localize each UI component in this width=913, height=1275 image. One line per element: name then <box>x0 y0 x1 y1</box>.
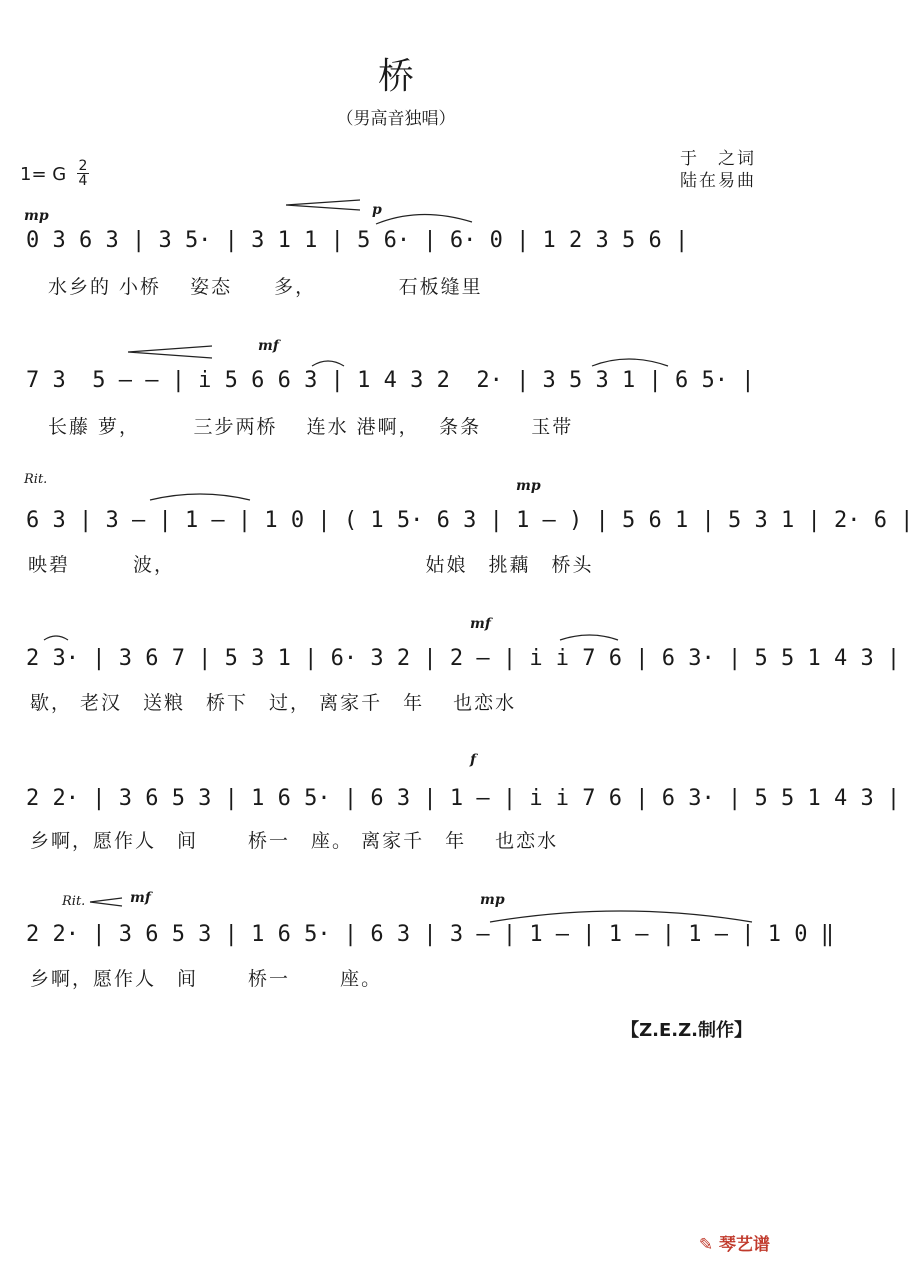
notation-row-2: 7 3 5 — — | i 5 6 6 3 | 1 4 3 2 2· | 3 5 3 1 | 6 5· | <box>26 368 755 393</box>
logo-icon: ✎ <box>698 1235 714 1255</box>
logo-text: 琴艺谱 <box>719 1235 770 1255</box>
slur <box>44 636 68 640</box>
slur <box>150 494 250 500</box>
composer-credit: 陆在易曲 <box>680 171 756 191</box>
notation-row-3: 6 3 | 3 — | 1 — | 1 0 | ( 1 5· 6 3 | 1 — ) | 5 6 1 | 5 3 1 | 2· 6 | <box>26 508 913 533</box>
song-title: 桥 <box>377 56 414 97</box>
crescendo-hairpin <box>128 346 212 358</box>
dynamic-mark: mp <box>480 892 505 908</box>
song-subtitle: （男高音独唱） <box>336 109 456 129</box>
lyrics-row-5: 乡啊，愿作人 间 桥一 座。 离家千 年 也恋水 <box>30 830 559 852</box>
ritardando-mark: Rit. <box>24 472 48 487</box>
lyrics-row-2: 长藤 萝， 三步两桥 连水 港啊， 条条 玉带 <box>48 416 574 438</box>
dynamic-mark: mf <box>258 338 279 354</box>
slur <box>312 361 344 366</box>
key-signature: 1= G <box>20 164 67 185</box>
dynamic-mark: p <box>372 202 382 218</box>
notation-row-6: 2 2· | 3 6 5 3 | 1 6 5· | 6 3 | 3 — | 1 — | 1 — | 1 — | 1 0 ‖ <box>26 922 834 947</box>
lyrics-row-3: 映碧 波， 姑娘 挑藕 桥头 <box>28 554 594 576</box>
dynamic-mark: mp <box>24 208 49 224</box>
slur <box>592 359 668 366</box>
slur <box>560 635 618 640</box>
notation-row-5: 2 2· | 3 6 5 3 | 1 6 5· | 6 3 | 1 — | i i 7 6 | 6 3· | 5 5 1 4 3 | <box>26 786 901 811</box>
site-logo <box>699 1230 770 1255</box>
dynamic-mark: mf <box>470 616 491 632</box>
lyricist-credit: 于 之词 <box>680 149 756 169</box>
watermark: 【Z.E.Z.制作】 <box>621 1020 752 1041</box>
time-signature-numerator: 2 <box>78 158 88 174</box>
dynamic-mark: f <box>470 752 477 768</box>
time-signature-denominator: 4 <box>78 173 88 189</box>
lyrics-row-4: 歇， 老汉 送粮 桥下 过， 离家千 年 也恋水 <box>30 692 517 714</box>
dynamic-mark: mp <box>516 478 541 494</box>
lyrics-row-1: 水乡的 小桥 姿态 多， 石板缝里 <box>48 276 483 298</box>
slur <box>376 214 472 224</box>
notation-row-4: 2 3· | 3 6 7 | 5 3 1 | 6· 3 2 | 2 — | i i 7 6 | 6 3· | 5 5 1 4 3 | <box>26 646 901 671</box>
ritardando-mark: Rit. <box>62 894 86 909</box>
decrescendo-hairpin <box>90 898 122 906</box>
dynamic-mark: mf <box>130 890 151 906</box>
notation-row-1: 0 3 6 3 | 3 5· | 3 1 1 | 5 6· | 6· 0 | 1 2 3 5 6 | <box>26 228 689 253</box>
slur <box>490 911 752 922</box>
lyrics-row-6: 乡啊，愿作人 间 桥一 座。 <box>30 968 383 990</box>
crescendo-hairpin <box>286 200 360 210</box>
